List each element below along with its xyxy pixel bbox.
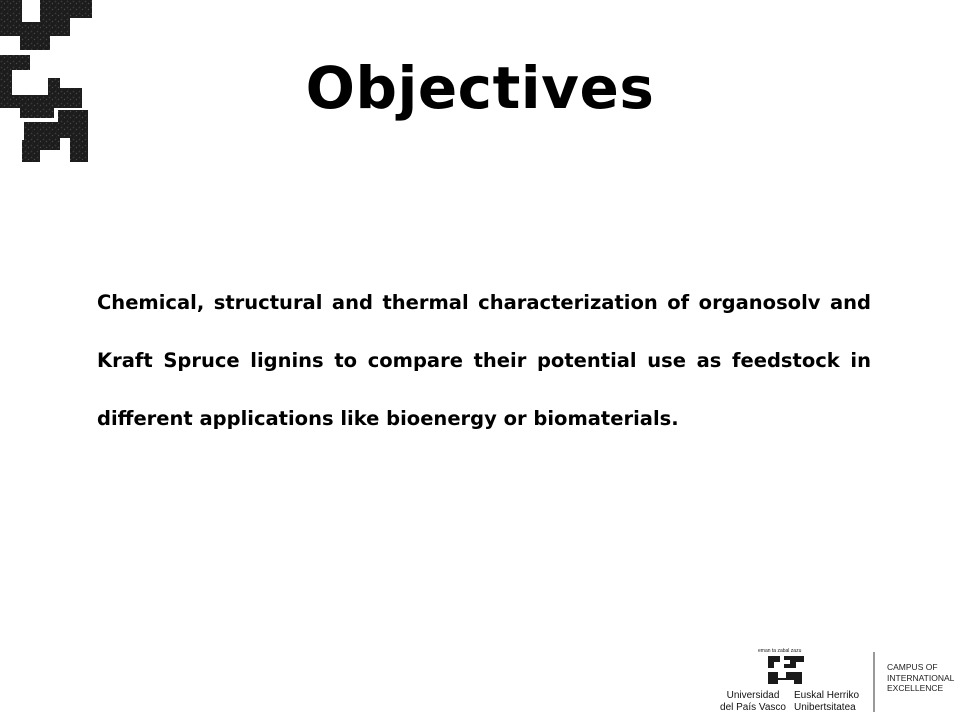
campus-of-excellence-label <box>887 662 960 694</box>
university-footer-logo <box>712 648 960 720</box>
campus-label-line-2: INTERNATIONAL <box>887 672 955 683</box>
university-name-basque-line-1: Euskal Herriko <box>794 690 860 701</box>
university-name-spanish-line-1: Universidad <box>726 690 780 701</box>
university-motto: eman ta zabal zazu <box>758 648 802 654</box>
university-name-basque-line-2: Unibertsitatea <box>794 702 856 713</box>
objective-text: Chemical, structural and thermal characterization of organosolv and Kraft Spruce lignins to compare their potential use as feedstock in different applications like bioenergy or biomaterials. <box>97 291 871 430</box>
footer-divider <box>873 652 875 712</box>
upv-ehu-logo-icon <box>766 650 806 686</box>
slide-title: Objectives <box>305 54 655 122</box>
university-name-basque <box>794 690 872 714</box>
university-name-spanish <box>716 690 790 714</box>
campus-label-line-3: EXCELLENCE <box>887 683 944 693</box>
university-name-spanish-line-2: del País Vasco <box>720 702 786 713</box>
campus-label-line-1: CAMPUS OF <box>887 662 938 672</box>
